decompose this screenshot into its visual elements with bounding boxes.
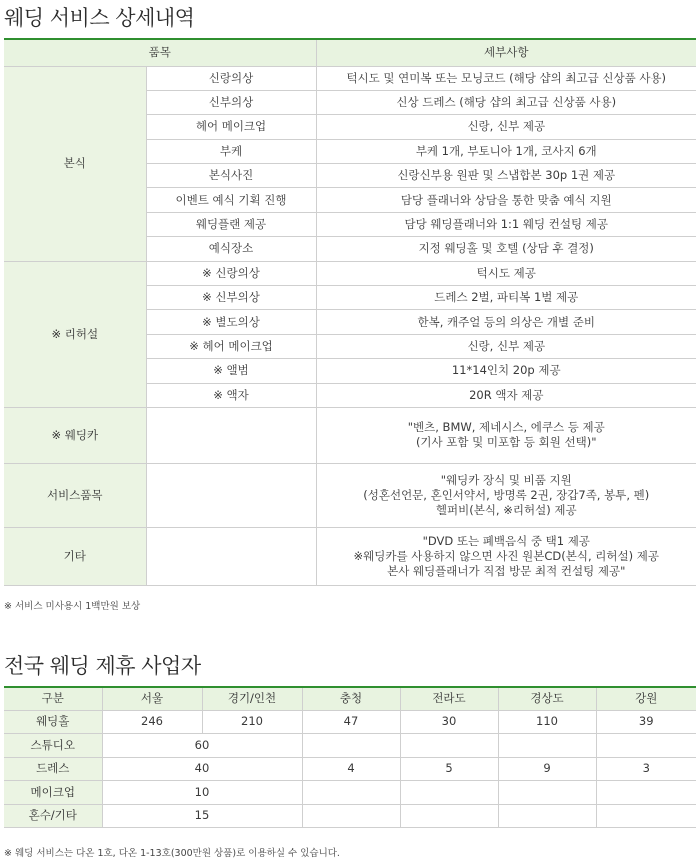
header-chungcheong: 충청 xyxy=(302,687,400,710)
cell xyxy=(302,734,400,758)
row-item: 이벤트 예식 기획 진행 xyxy=(146,188,316,212)
cell: 39 xyxy=(596,710,696,734)
row-item: ※ 신랑의상 xyxy=(146,261,316,285)
row-item: 신랑의상 xyxy=(146,66,316,90)
detail-line: "웨딩카 장식 및 비품 지원 xyxy=(440,472,572,487)
header-detail: 세부사항 xyxy=(316,39,696,66)
cell xyxy=(498,734,596,758)
row-label: 혼수/기타 xyxy=(4,804,102,828)
row-detail xyxy=(316,407,696,463)
row-item: ※ 헤어 메이크업 xyxy=(146,334,316,358)
row-item: ※ 액자 xyxy=(146,383,316,407)
table-row xyxy=(4,527,696,585)
cell: 30 xyxy=(400,710,498,734)
table-row xyxy=(4,734,696,758)
table-row xyxy=(4,710,696,734)
row-label: 스튜디오 xyxy=(4,734,102,758)
row-item: 웨딩플랜 제공 xyxy=(146,212,316,236)
table-row xyxy=(4,463,696,527)
row-item: 헤어 메이크업 xyxy=(146,115,316,139)
partner-table xyxy=(4,686,696,828)
header-item: 품목 xyxy=(4,39,316,66)
row-detail xyxy=(316,527,696,585)
category-main: 본식 xyxy=(4,66,146,261)
row-detail xyxy=(316,463,696,527)
header-gyeonggi: 경기/인천 xyxy=(202,687,302,710)
header-seoul: 서울 xyxy=(102,687,202,710)
detail-line: ※웨딩카를 사용하지 않으면 사진 원본CD(본식, 리허설) 제공 xyxy=(353,548,659,563)
table-row xyxy=(4,66,696,90)
cell: 4 xyxy=(302,757,400,781)
header-category: 구분 xyxy=(4,687,102,710)
cell: 9 xyxy=(498,757,596,781)
row-item: ※ 별도의상 xyxy=(146,310,316,334)
cell xyxy=(400,734,498,758)
cell xyxy=(596,734,696,758)
detail-line: 본사 웨딩플래너가 직접 방문 최적 컨설팅 제공" xyxy=(387,563,626,578)
cell: 60 xyxy=(102,734,302,758)
cell: 110 xyxy=(498,710,596,734)
cell xyxy=(400,781,498,805)
cell: 15 xyxy=(102,804,302,828)
row-detail: 20R 액자 제공 xyxy=(316,383,696,407)
row-item: 신부의상 xyxy=(146,90,316,114)
row-item: 예식장소 xyxy=(146,237,316,261)
row-label: 드레스 xyxy=(4,757,102,781)
cell xyxy=(596,804,696,828)
cell: 10 xyxy=(102,781,302,805)
category-rehearsal: ※ 리허설 xyxy=(4,261,146,407)
header-gyeongsang: 경상도 xyxy=(498,687,596,710)
row-item: ※ 신부의상 xyxy=(146,286,316,310)
row-detail: 신랑신부용 원판 및 스냅합본 30p 1권 제공 xyxy=(316,164,696,188)
table-row xyxy=(4,757,696,781)
detail-line: (성혼선언문, 혼인서약서, 방명록 2권, 장갑7족, 봉투, 펜) xyxy=(363,487,650,502)
cell: 3 xyxy=(596,757,696,781)
service-detail-table xyxy=(4,38,696,586)
row-detail: 신상 드레스 (해당 샵의 최고급 신상품 사용) xyxy=(316,90,696,114)
service-note: ※ 서비스 미사용시 1백만원 보상 xyxy=(4,601,141,612)
row-item-empty xyxy=(146,463,316,527)
row-item-empty xyxy=(146,407,316,463)
category-car: ※ 웨딩카 xyxy=(4,407,146,463)
cell: 246 xyxy=(102,710,202,734)
cell: 210 xyxy=(202,710,302,734)
row-detail: 신랑, 신부 제공 xyxy=(316,115,696,139)
row-detail: 턱시도 및 연미복 또는 모닝코드 (해당 샵의 최고급 신상품 사용) xyxy=(316,66,696,90)
page-title: 웨딩 서비스 상세내역 xyxy=(4,6,195,30)
row-item: 부케 xyxy=(146,139,316,163)
detail-line: "DVD 또는 폐백음식 중 택1 제공 xyxy=(422,533,590,548)
cell xyxy=(596,781,696,805)
cell: 40 xyxy=(102,757,302,781)
row-detail: 11*14인치 20p 제공 xyxy=(316,359,696,383)
detail-line: 헬퍼비(본식, ※리허설) 제공 xyxy=(435,502,577,517)
table-header-row xyxy=(4,687,696,710)
detail-line: "벤츠, BMW, 제네시스, 에쿠스 등 제공 xyxy=(407,420,605,435)
table-row xyxy=(4,804,696,828)
category-goods: 서비스품목 xyxy=(4,463,146,527)
cell xyxy=(400,804,498,828)
row-detail: 드레스 2벌, 파티복 1벌 제공 xyxy=(316,286,696,310)
row-item: ※ 앨범 xyxy=(146,359,316,383)
section-title-partners: 전국 웨딩 제휴 사업자 xyxy=(4,654,201,678)
table-row xyxy=(4,261,696,285)
table-header-row xyxy=(4,39,696,66)
cell: 5 xyxy=(400,757,498,781)
row-detail: 턱시도 제공 xyxy=(316,261,696,285)
table-row xyxy=(4,781,696,805)
header-jeolla: 전라도 xyxy=(400,687,498,710)
cell xyxy=(302,781,400,805)
row-detail: 담당 플래너와 상담을 통한 맞춤 예식 지원 xyxy=(316,188,696,212)
row-detail: 신랑, 신부 제공 xyxy=(316,334,696,358)
row-item: 본식사진 xyxy=(146,164,316,188)
row-label: 웨딩홀 xyxy=(4,710,102,734)
row-item-empty xyxy=(146,527,316,585)
cell xyxy=(498,781,596,805)
table-row xyxy=(4,407,696,463)
row-label: 메이크업 xyxy=(4,781,102,805)
row-detail: 부케 1개, 부토니아 1개, 코사지 6개 xyxy=(316,139,696,163)
detail-line: (기사 포함 및 미포함 등 회원 선택)" xyxy=(415,435,597,450)
row-detail: 담당 웨딩플래너와 1:1 웨딩 컨설팅 제공 xyxy=(316,212,696,236)
header-gangwon: 강원 xyxy=(596,687,696,710)
cell: 47 xyxy=(302,710,400,734)
category-etc: 기타 xyxy=(4,527,146,585)
cell xyxy=(498,804,596,828)
partner-note: ※ 웨딩 서비스는 다온 1호, 다온 1-13호(300만원 상품)로 이용하실 수 있습니다. xyxy=(4,848,340,859)
cell xyxy=(302,804,400,828)
row-detail: 지정 웨딩홀 및 호텔 (상담 후 결정) xyxy=(316,237,696,261)
row-detail: 한복, 캐주얼 등의 의상은 개별 준비 xyxy=(316,310,696,334)
